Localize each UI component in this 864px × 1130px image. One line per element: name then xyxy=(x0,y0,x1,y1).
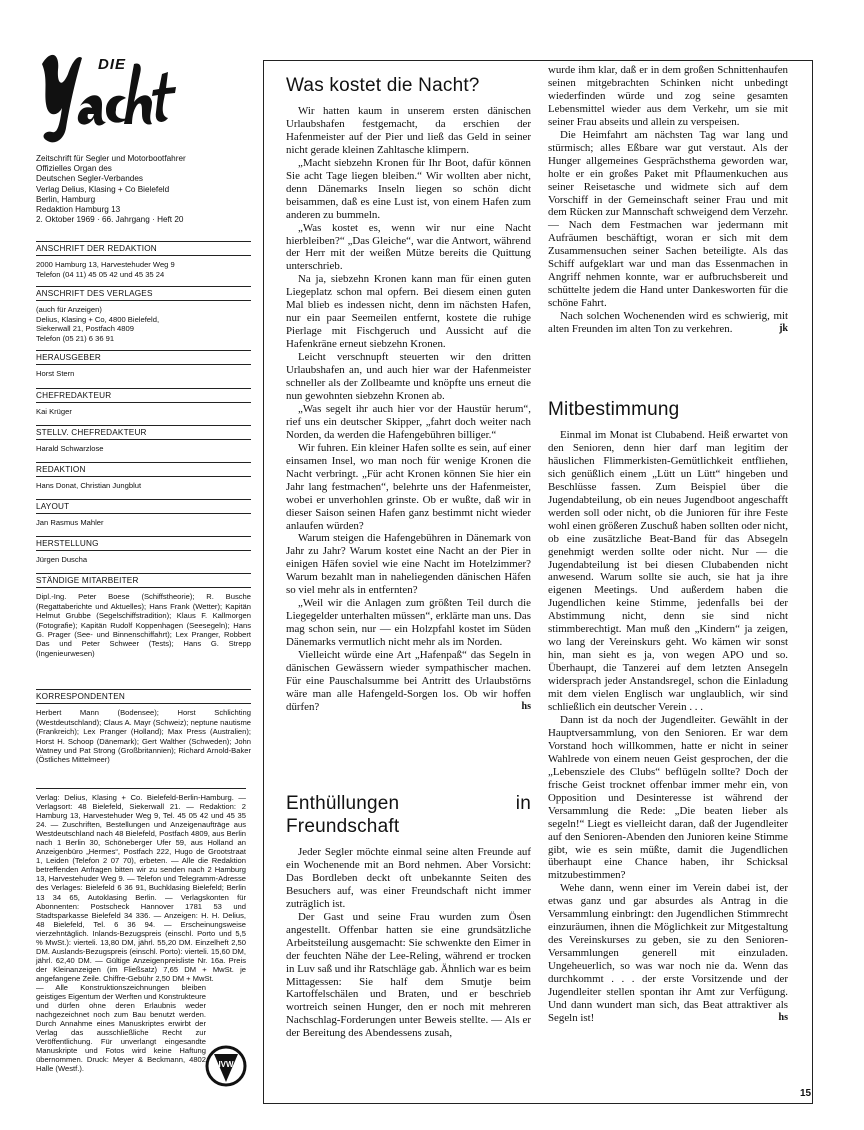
paragraph: Vielleicht würde eine Art „Hafenpaß“ das Segeln in dänischen Gewässern wieder sympathischer machen. Für eine Pauschalsumme bei Antritt des Urlaubstörns wäre man alle Hafengeld-Sorgen los. Ob wir hoffen dürfen? xyxy=(286,649,531,713)
section-line: Hans Donat, Christian Jungblut xyxy=(36,481,142,491)
paragraph: „Was kostet es, wenn wir nur eine Nacht hierbleiben?“ „Das Gleiche“, war die Antwort, während der Herr mit der weißen Mütze bereits die Quittung unterschrieb. xyxy=(286,221,531,273)
intro-line: Berlin, Hamburg xyxy=(36,194,96,204)
paragraph: „Macht siebzehn Kronen für Ihr Boot, dafür können Sie acht Tage liegen bleiben.“ Wir wollten aber nicht, denn Dänemarks Inseln liegen so schön dicht beisammen, daß es eine Lust ist, von einem Hafen zum anderen zu bummeln. xyxy=(286,156,531,221)
article-freundschaft xyxy=(286,792,531,1040)
paragraph: Einmal im Monat ist Clubabend. Heiß erwartet von den Senioren, denn hier darf man legitim der häuslichen Flimmerkisten-Gemütlichkeit entfliehen, sich genüßlich einem „Lütt un Lütt“ hingeben und Beschlüsse fassen. Zum Beispiel über die Jugendabteilung, ob ein neues Jugendboot angeschafft werden soll oder nicht, ob die Junioren für ihre Feste wohl einen größeren Zuschuß haben sollten oder nicht, ob eine zusätzliche Beat-Band für das Absegeln genehmigt werden sollte oder nicht. Nur — die Jugendabteilung ist bei diesen Clubabenden nicht anwesend. Warum sollte sie auch, sie hat ja ihre eigenen Meetings. Und außerdem haben die Jugendlichen keine Stimme, jedenfalls bei der Abstimmung nicht, denn sie sind nicht stimmberechtigt. Man muß den „Kindern“ ja zeigen, wo lang der Vereinskurs geht. Wo kämen wir sonst hin, man sieht es ja, von wegen APO und so. Überhaupt, die Tanzerei auf dem letzten Ansegeln widersprach jeder Anstandsregel, schon die Einladung mit dem vielen Englisch war unglaublich, wir sind schließlich ein deutscher Verein . . . xyxy=(548,429,788,714)
article-title: Was kostet die Nacht? xyxy=(286,75,480,96)
section-header: STELLV. CHEFREDAKTEUR xyxy=(36,425,251,440)
section-text: Herbert Mann (Bodensee); Horst Schlichting (Westdeutschland); Claus A. Mayr (Schweiz); neptune nautisme (Frankreich); Lex Pranger (Holland); Max Press (Australien); Horst H. Schoop (Dänemark); Gert Walther (Schweden); John Watney und Pat Strong (Großbritannien); Richard Arnold-Baker (Östliches Mittelmeer) xyxy=(36,708,251,765)
section-header: ANSCHRIFT DES VERLAGES xyxy=(36,286,251,301)
author-initials: jk xyxy=(779,323,788,335)
section-line: Telefon (04 11) 45 05 42 und 45 35 24 xyxy=(36,269,165,279)
paragraph: Nach solchen Wochenenden wird es schwierig, mit alten Freunden im alten Ton zu verkehren. xyxy=(548,310,788,336)
section-line: Delius, Klasing + Co, 4800 Bielefeld, xyxy=(36,314,160,324)
section-line: Telefon (05 21) 6 36 91 xyxy=(36,333,115,343)
section-header: ANSCHRIFT DER REDAKTION xyxy=(36,241,251,256)
intro-line: Deutschen Segler-Verbandes xyxy=(36,174,143,184)
section-text: Dipl.-Ing. Peter Boese (Schiffstheorie); R. Busche (Regattaberichte und Aktuelles); Hans Frank (Wetter); Kapitän Helmut Grubbe (Segelschiffstradition); Klaus F. Kallmorgen (Fotografie); Kapitän Rudolf Koppenhagen (Seesegeln); Hans G. Prager (See- und Binnenschiffahrt); Lex Pranger, Robbert Das und Peter Schweer (Tests); Hans G. Strepp (Ingenieurwesen) xyxy=(36,592,251,658)
paragraph: „Was segelt ihr auch hier vor der Haustür herum“, rief uns ein deutscher Skipper, „fahrt doch weiter nach Norden, da werden die Hafengebühren billiger.“ xyxy=(286,402,531,441)
paragraph: Wir fuhren. Ein kleiner Hafen sollte es sein, auf einer einsamen Insel, wo man noch für wenige Kronen die Nacht verbringt. „Für acht Kronen können Sie hier ein Jahr lang festmachen“, belehrte uns der Hafenmeister, wobei er unverhohlen grinste. Ob er wußte, daß wir in dieser Saison seinen Hafen ganz bestimmt nicht wieder anlaufen würden? xyxy=(286,441,531,532)
author-initials: hs xyxy=(778,1011,788,1023)
section-verlag-address xyxy=(36,286,251,343)
section-line: Horst Stern xyxy=(36,369,75,379)
section-herausgeber xyxy=(36,350,251,379)
intro-line: Zeitschrift für Segler und Motorbootfahrer xyxy=(36,154,186,163)
section-redaktion xyxy=(36,462,251,491)
section-header: KORRESPONDENTEN xyxy=(36,689,251,704)
paragraph: Jeder Segler möchte einmal seine alten Freunde auf ein Wochenende mit an Bord nehmen. Aber Vorsicht: Das Bordleben deckt oft unbekannte Seiten des Besuchers auf, was einer Freundschaft nicht immer zuträglich ist. xyxy=(286,846,531,910)
section-header: CHEFREDAKTEUR xyxy=(36,388,251,403)
section-layout xyxy=(36,499,251,528)
section-header: HERSTELLUNG xyxy=(36,536,251,551)
paragraph: Die Heimfahrt am nächsten Tag war lang und stürmisch; alles Eßbare war gut verstaut. Als der Hunger allgemeines Gesprächsthema geworden war, holte er ein großes Paket mit Pflaumenkuchen aus seiner Reisetasche und widmete sich auf dem Vorschiff in der Gemeinschaft seiner Frau und mit dem Rücken zur Mannschaft schweigend dem Verzehr. — Nach dem Festmachen war jedermann mit Aufräumen beschäftigt, woran er sich mit dem Zusammensuchen seiner Sachen beteiligte. Als das Schiff aufgeklart war und man das Essenmachen in Angriff nehmen konnte, war er aufbruchsbereit und schüttelte jedem die Hand unter Dankesworten für die schöne Fahrt. xyxy=(548,128,788,310)
section-redaktion-address xyxy=(36,241,251,279)
section-header: REDAKTION xyxy=(36,462,251,477)
section-header: STÄNDIGE MITARBEITER xyxy=(36,573,251,588)
section-line: Siekerwall 21, Postfach 4809 xyxy=(36,324,134,334)
logo-die-text: DIE xyxy=(98,56,127,73)
section-stellv-chefredakteur xyxy=(36,425,251,454)
paragraph: Der Gast und seine Frau wurden zum Ösen angestellt. Offenbar hatten sie eine grundsätzliche Arbeitsteilung ausgemacht: Sie schwenkte den Eimer in der feuchten Nähe der Lee-Reling, während er trocken in Luv saß und ihr Ratschläge gab. Ähnlich war es beim Mittagessen: Sie half dem Smutje beim Kartoffelschälen und Braten, und er beschrieb wortreich seinen Hunger, den er noch mit mehreren Nachschlag-Forderungen unter Beweis stellte. — Als er der Bereitung des Abendessens zusah, xyxy=(286,910,531,1040)
article-freundschaft-continued xyxy=(548,64,788,336)
article-title: Enthüllungen in Freundschaft xyxy=(286,793,531,837)
article-mitbestimmung xyxy=(548,398,788,1025)
section-chefredakteur xyxy=(36,388,251,417)
section-korrespondenten xyxy=(36,689,251,765)
paragraph: Na ja, siebzehn Kronen kann man für einen guten Liegeplatz schon mal opfern. Bei diesem einen guten Mal blieb es indessen nicht, denn im nächsten Hafen, nur ein paar Seemeilen entfernt, kostete die ruhige Pierlage mit Fischgeruch und Aussicht auf die Hafenkräne erneut siebzehn Kronen. xyxy=(286,273,531,351)
impressum-text: Verlag: Delius, Klasing + Co. Bielefeld-Berlin-Hamburg. — Verlagsort: 48 Bielefeld, Siekerwall 21. — Redaktion: 2 Hamburg 13, Harvestehuder Weg 9, Tel. 45 05 42 und 45 35 24. — Zuschriften, Bestellungen und Anzeigenaufträge aus Westdeutschland nach 48 Bielefeld, Postfach 4809, aus Berlin nach 1 Berlin 30, Schöneberger Ufer 59, aus Holland an Anzeigenbüro „Hermes“, Postfach 222, Hugo de Grootstraat 1, Leiden (Telefon 2 07 70), erbeten. — Alle die Redaktion betreffenden Anfragen bitten wir zu senden nach 2 Hamburg 13, Harvestehuder Weg 9. — Telefon und Telegramm-Adresse des Verlages: Bielefeld 6 36 91, Buchklasing Bielefeld; Berlin 13 34 65, Autoklasing Berlin. — Verlagskonten für Abonnenten: Postscheck Hannover 1781 53 und Stadtsparkasse Bielefeld 34 336. — Anzeigen: H. H. Delius, 48 Bielefeld, Tel. 6 36 94. — Erscheinungsweise vierzehntäglich. Inlands-Bezugspreis (einschl. Porto und 5,5 % MwSt.): vierteli. 13,80 DM, jährl. 55,20 DM. Einzelheft 2,50 DM. Auslands-Bezugspreis (einschl. Porto): vierteli. 15,60 DM, jährl. 62,40 DM. — Gültige Anzeigenpreisliste Nr. 16a. Preis der Kleinanzeigen (im Fließsatz) 7,65 DM + MwSt. je angefangene Zeile. Chiffre-Gebühr 2,50 DM + MwSt. xyxy=(36,793,246,983)
page-number: 15 xyxy=(800,1088,812,1099)
paragraph: Leicht verschnupft steuerten wir den dritten Urlaubshafen an, und auch hier war der Hafenmeister schneller als der Zollbeamte und knöpfte uns erneut die nun gewohnten siebzehn Kronen ab. xyxy=(286,351,531,402)
paragraph: „Weil wir die Anlagen zum größten Teil durch die Liegegelder unterhalten müssen“, erklärte man uns. Das mag schon sein, nur — ein Holzpfahl kostet im Süden Dänemarks vermutlich nicht mehr als im Norden. xyxy=(286,597,531,649)
section-header: LAYOUT xyxy=(36,499,251,514)
article-title: Mitbestimmung xyxy=(548,399,680,420)
section-line: Kai Krüger xyxy=(36,407,72,417)
section-header: HERAUSGEBER xyxy=(36,350,251,365)
ivw-logo xyxy=(204,1040,248,1092)
intro-line: Redaktion Hamburg 13 xyxy=(36,205,121,215)
impressum xyxy=(36,788,246,1073)
section-herstellung xyxy=(36,536,251,565)
paragraph: wurde ihm klar, daß er in dem großen Schnittenhaufen seinen mitgebrachten Schinken nicht unbedingt wiederfinden würde und zog seine gesamten Lebensmittel wieder aus dem Verkehr, um sie mit seiner Frau abseits und allein zu verspeisen. xyxy=(548,64,788,128)
author-initials: hs xyxy=(521,700,531,712)
section-line: Jan Rasmus Mahler xyxy=(36,518,104,528)
section-line: Harald Schwarzlose xyxy=(36,444,104,454)
section-line: 2000 Hamburg 13, Harvestehuder Weg 9 xyxy=(36,260,175,270)
intro-line: Offizielles Organ des xyxy=(36,164,112,174)
section-line: (auch für Anzeigen) xyxy=(36,305,102,315)
section-line: Jürgen Duscha xyxy=(36,555,88,565)
intro-line: 2. Oktober 1969 · 66. Jahrgang · Heft 20 xyxy=(36,215,184,225)
ivw-letters: IVW xyxy=(218,1060,234,1069)
paragraph: Warum steigen die Hafengebühren in Dänemark von Jahr zu Jahr? Warum kostet eine Nacht an der Pier in einigen Häfen soviel wie eine Nacht im Hotelzimmer? Warum bezahlt man in naheliegenden dänischen Häfen so viel mehr als in entfernten? xyxy=(286,532,531,597)
paragraph: Wir hatten kaum in unserem ersten dänischen Urlaubshafen festgemacht, da erschien der Hafenmeister auf der Pier und ließ das Geld in seiner nicht gerade kleinen Zahltasche klimpern. xyxy=(286,105,531,156)
section-mitarbeiter xyxy=(36,573,251,658)
paragraph: Wehe dann, wenn einer im Verein dabei ist, der etwas ganz und gar absurdes als Antrag in die Versammlung einbringt: den Jugendlichen Stimmrecht einzuräumen, ihnen die Möglichkeit zur Mitgestaltung des Vereinskurses zu geben, sie zu den Senioren-Versammlungen generell mit einzuladen. Ungeheuerlich, so was war noch nie da. Wenn das durchkommt . . . der erste Vorsitzende und der Jugendleiter stellen spontan ihr Amt zur Verfügung. Und dann wundert man sich, das Beat attraktiver als Segeln ist! xyxy=(548,882,788,1024)
paragraph: Dann ist da noch der Jugendleiter. Gewählt in der Hauptversammlung, von den Senioren. Er war dem Vorstand hoch willkommen, hatte er nicht in seiner Wahlrede von einem neuen Geist gesprochen, der die „Lebensziele des Clubs“ beflügeln sollte? Doch der frische Geist trocknet offenbar immer mehr ein, von Opposition und Desinteresse ist während der Versammlung die Rede: „Die beaten lieber als segeln!“ Liegt es vielleicht daran, daß der Jugendleiter auf den Senioren-Abenden den Junioren keine Stimme gibt, wie es sein müßte, damit die Jugendlichen überhaupt eine Chance haben, ihr Schicksal mitzubestimmen? xyxy=(548,713,788,882)
intro-line: Verlag Delius, Klasing + Co Bielefeld xyxy=(36,184,170,194)
masthead-intro xyxy=(36,154,251,225)
article-nacht xyxy=(286,74,531,714)
impressum-text-narrow: — Alle Konstruktionszeichnungen bleiben geistiges Eigentum der Werften und Konstrukteure und dürfen ohne deren Erlaubnis weder nachgezeichnet noch zum Bau benutzt werden. Durch Annahme eines Manuskriptes erwirbt der Verlag das ausschließliche Recht zur Veröffentlichung. Für unverlangt eingesandte Manuskripte und Fotos wird keine Haftung übernommen. Druck: Meyer & Beckmann, 4802 Halle (Westf.). xyxy=(36,982,206,1074)
